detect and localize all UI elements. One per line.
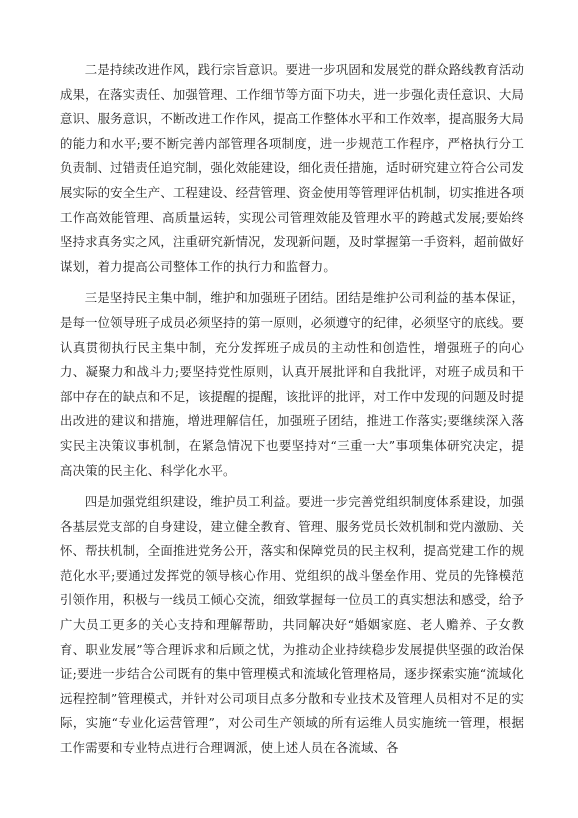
document-body <box>60 58 524 768</box>
paragraph-democratic-centralism: 三是坚持民主集中制，维护和加强班子团结。团结是维护公司利益的基本保证，是每一位领导班子成员必须坚持的第一原则，必须遵守的纪律，必须坚守的底线。要认真贯彻执行民主集中制，充分发挥班子成员的主动性和创造性，增强班子的向心力、凝聚力和战斗力;要坚持党性原则，认真开展批评和自我批评，对班子成员和干部中存在的缺点和不足，该提醒的提醒，该批评的批评，对工作中发现的问题及时提出改进的建议和措施，增进理解信任，加强班子团结，推进工作落实;要继续深入落实民主决策议事机制，在紧急情况下也要坚持对“三重一大”事项集体研究决定，提高决策的民主化、科学化水平。 <box>60 290 525 478</box>
paragraph-party-organization: 四是加强党组织建设，维护员工利益。要进一步完善党组织制度体系建设，加强各基层党支部的自身建设，建立健全教育、管理、服务党员长效机制和党内激励、关怀、帮扶机制，全面推进党务公开，落实和保障党员的民主权利，提高党建工作的规范化水平;要通过发挥党的领导核心作用、党组织的战斗堡垒作用、党员的先锋模范引领作用，积极与一线员工倾心交流，细致掌握每一位员工的真实想法和感受，给予广大员工更多的关心支持和理解帮助，共同解决好“婚姻家庭、老人赡养、子女教育、职业发展”等合理诉求和后顾之忧，为推动企业持续稳步发展提供坚强的政治保证;要进一步结合公司既有的集中管理模式和流域化管理格局，逐步探索实施“流域化远程控制”管理模式，并针对公司项目点多分散和专业技术及管理人员相对不足的实际，实施“专业化运营管理”，对公司生产领域的所有运维人员实施统一管理，根据工作需要和专业特点进行合理调派，使上述人员在各流域、各 <box>60 494 525 756</box>
paragraph-work-style: 二是持续改进作风，践行宗旨意识。要进一步巩固和发展党的群众路线教育活动成果，在落实责任、加强管理、工作细节等方面下功夫，进一步强化责任意识、大局意识、服务意识，不断改进工作作风，提高工作整体水平和工作效率，提高服务大局的能力和水平;要不断完善内部管理各项制度，进一步规范工作程序，严格执行分工负责制、过错责任追究制，强化效能建设，细化责任措施，适时研究建立符合公司发展实际的安全生产、工程建设、经营管理、资金使用等管理评估机制，切实推进各项工作高效能管理、高质量运转，实现公司管理效能及管理水平的跨越式发展;要始终坚持求真务实之风，注重研究新情况，发现新问题，及时掌握第一手资料，超前做好谋划，着力提高公司整体工作的执行力和监督力。 <box>60 62 525 274</box>
